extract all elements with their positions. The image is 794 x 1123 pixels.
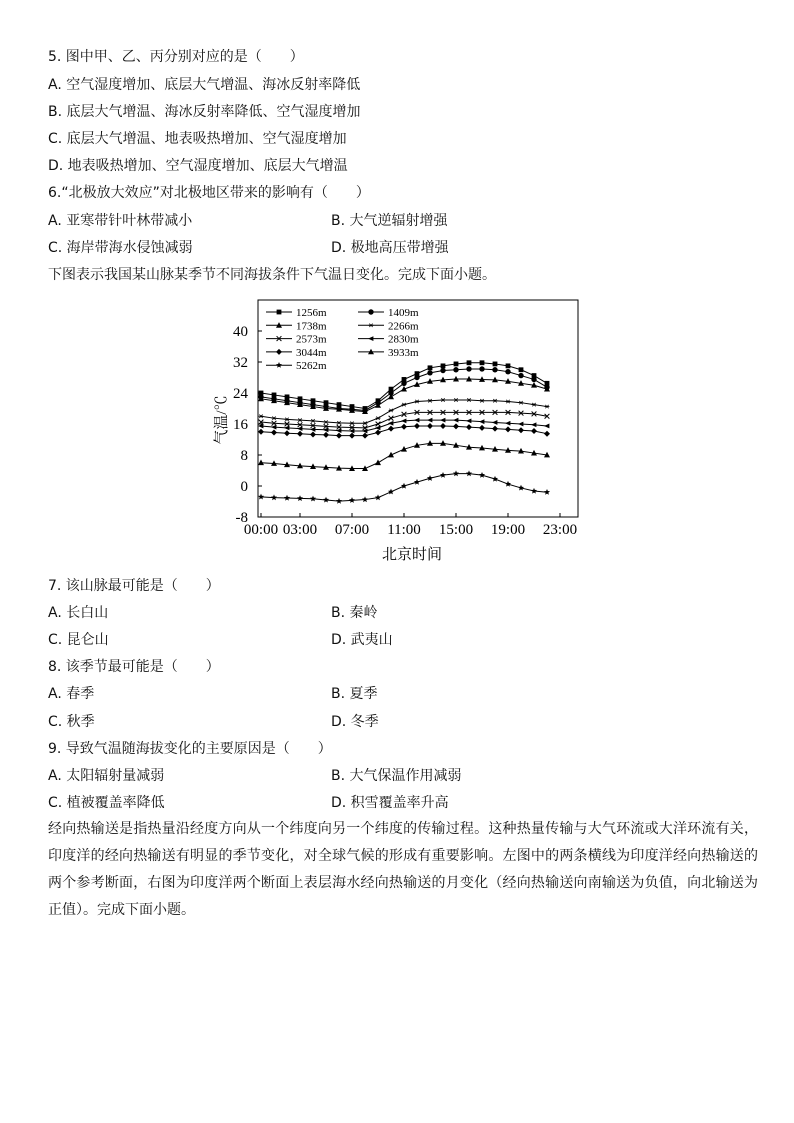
data-point <box>388 489 394 495</box>
data-point <box>466 419 471 424</box>
data-point <box>519 401 524 404</box>
q7-option-c: C. 昆仑山 <box>48 632 109 648</box>
x-axis-label: 北京时间 <box>381 545 443 563</box>
legend-marker <box>276 362 282 368</box>
data-point <box>362 433 368 439</box>
data-point <box>518 485 524 491</box>
legend-marker <box>368 309 373 314</box>
legend-item <box>266 320 327 332</box>
data-point <box>258 494 264 500</box>
data-point <box>506 363 511 368</box>
q9-option-b: B. 大气保温作用减弱 <box>331 768 462 784</box>
data-point <box>518 427 524 433</box>
data-point <box>441 398 446 401</box>
y-tick-label: 40 <box>233 324 248 340</box>
q8-option-a: A. 春季 <box>48 686 95 702</box>
data-point <box>298 418 303 421</box>
data-point <box>427 423 433 429</box>
data-point <box>453 423 459 429</box>
data-point <box>479 419 484 424</box>
data-point <box>297 495 303 501</box>
x-tick-label: 15:00 <box>438 522 474 538</box>
data-point <box>414 479 420 485</box>
q9-option-c: C. 植被覆盖率降低 <box>48 795 165 811</box>
data-point <box>440 418 445 423</box>
data-point <box>350 422 355 425</box>
data-point <box>414 423 420 429</box>
q5-stem: 5. 图中甲、乙、丙分别对应的是（ ） <box>48 49 304 65</box>
legend-item <box>358 334 419 346</box>
data-point <box>336 498 342 504</box>
data-point <box>375 460 381 466</box>
legend-item <box>266 360 327 372</box>
x-tick-label: 00:00 <box>243 522 279 538</box>
data-point <box>362 429 367 434</box>
data-point <box>479 425 485 431</box>
x-tick-label: 23:00 <box>542 522 578 538</box>
legend-label: 2573m <box>296 333 327 346</box>
data-point <box>324 420 329 423</box>
x-tick-label: 07:00 <box>334 522 370 538</box>
data-point <box>311 419 316 422</box>
q7-option-a: A. 长白山 <box>48 605 109 621</box>
q6-option-c: C. 海岸带海水侵蚀减弱 <box>48 240 193 256</box>
q7-option-d: D. 武夷山 <box>331 632 393 648</box>
legend-label: 2830m <box>388 333 419 346</box>
data-point <box>402 403 407 406</box>
data-point <box>310 431 316 437</box>
data-point <box>258 429 264 435</box>
data-point <box>532 403 537 406</box>
data-point <box>453 367 458 372</box>
data-point <box>323 432 329 438</box>
q7-stem: 7. 该山脉最可能是（ ） <box>48 578 220 594</box>
data-point <box>272 417 277 420</box>
data-point <box>453 418 458 423</box>
data-point <box>493 399 498 402</box>
data-point <box>401 424 407 430</box>
data-point <box>349 433 355 439</box>
data-point <box>427 370 432 375</box>
data-point <box>518 422 523 427</box>
y-tick-label: 8 <box>240 448 248 464</box>
data-point <box>492 426 498 432</box>
y-axis-label: 气温/℃ <box>214 395 230 445</box>
data-point <box>492 367 497 372</box>
series-3933m <box>258 440 550 471</box>
y-tick-label: 16 <box>233 417 248 433</box>
data-point <box>480 399 485 402</box>
data-point <box>492 476 498 482</box>
q5-option-c: C. 底层大气增温、地表吸热增加、空气湿度增加 <box>48 131 347 147</box>
data-point <box>389 409 394 412</box>
data-point <box>336 433 342 439</box>
x-tick-label: 19:00 <box>490 522 526 538</box>
q9-stem: 9. 导致气温随海拔变化的主要原因是（ ） <box>48 741 332 757</box>
data-point <box>544 431 550 437</box>
data-point <box>401 381 406 386</box>
data-point <box>414 418 419 423</box>
q8-option-b: B. 夏季 <box>331 686 378 702</box>
legend-marker <box>277 310 282 315</box>
data-point <box>479 472 485 478</box>
data-point <box>310 496 316 502</box>
legend-label: 1738m <box>296 320 327 333</box>
data-point <box>375 430 381 436</box>
series-5262m <box>258 470 550 503</box>
data-point <box>401 483 407 489</box>
data-point <box>388 421 393 426</box>
data-point <box>467 398 472 401</box>
data-point <box>440 472 446 478</box>
legend-marker <box>368 336 373 341</box>
legend-item <box>358 347 419 359</box>
data-point <box>415 400 420 403</box>
data-point <box>363 422 368 425</box>
data-point <box>479 366 484 371</box>
data-point <box>492 420 497 425</box>
q6-option-b: B. 大气逆辐射增强 <box>331 213 448 229</box>
data-point <box>362 496 368 502</box>
data-point <box>337 421 342 424</box>
x-tick-label: 11:00 <box>387 522 421 538</box>
q5-option-b: B. 底层大气增温、海冰反射率降低、空气湿度增加 <box>48 104 361 120</box>
data-point <box>323 497 329 503</box>
data-point <box>259 415 264 418</box>
data-point <box>531 422 536 427</box>
legend-label: 2266m <box>388 320 419 333</box>
data-point <box>531 377 536 382</box>
data-point <box>480 360 485 365</box>
legend-marker <box>369 324 374 327</box>
data-point <box>518 373 523 378</box>
data-point <box>428 365 433 370</box>
q8-stem: 8. 该季节最可能是（ ） <box>48 659 220 675</box>
data-point <box>414 375 419 380</box>
data-point <box>466 470 472 476</box>
q6-option-a: A. 亚寒带针叶林带减小 <box>48 213 193 229</box>
legend-item <box>266 307 327 319</box>
legend-label: 1409m <box>388 307 419 319</box>
temperature-chart <box>208 295 588 571</box>
q5-option-a: A. 空气湿度增加、底层大气增温、海冰反射率降低 <box>48 77 361 93</box>
data-point <box>427 475 433 481</box>
data-point <box>284 495 290 501</box>
q6-stem: 6.“北极放大效应”对北极地区带来的影响有（ ） <box>48 185 370 201</box>
data-point <box>467 360 472 365</box>
data-point <box>441 363 446 368</box>
q7-option-b: B. 秦岭 <box>331 605 378 621</box>
data-point <box>545 405 550 408</box>
legend-marker <box>276 349 282 355</box>
data-point <box>440 423 446 429</box>
data-point <box>505 481 511 487</box>
data-point <box>505 421 510 426</box>
q9-option-a: A. 太阳辐射量减弱 <box>48 768 165 784</box>
legend-label: 1256m <box>296 307 327 319</box>
data-point <box>401 419 406 424</box>
data-point <box>544 489 550 495</box>
data-point <box>466 424 472 430</box>
q9-option-d: D. 积雪覆盖率升高 <box>331 795 449 811</box>
data-point <box>454 362 459 367</box>
x-tick-label: 03:00 <box>282 522 318 538</box>
data-point <box>284 430 290 436</box>
y-tick-label: 32 <box>233 355 248 371</box>
data-point <box>453 470 459 476</box>
plot-frame <box>258 300 578 517</box>
data-point <box>505 426 511 432</box>
data-point <box>297 431 303 437</box>
data-point <box>531 428 537 434</box>
data-point <box>544 424 549 429</box>
data-point <box>454 398 459 401</box>
legend-item <box>266 334 327 346</box>
data-point <box>285 418 290 421</box>
data-point <box>376 417 381 420</box>
legend-label: 5262m <box>296 360 327 373</box>
y-tick-label: 24 <box>233 386 248 402</box>
data-point <box>271 494 277 500</box>
q8-option-c: C. 秋季 <box>48 714 95 730</box>
q5-option-d: D. 地表吸热增加、空气湿度增加、底层大气增温 <box>48 158 348 174</box>
data-point <box>506 400 511 403</box>
y-tick-label: -8 <box>235 510 248 526</box>
data-point <box>271 430 277 436</box>
data-point <box>466 366 471 371</box>
y-tick-label: 0 <box>240 479 248 495</box>
legend-item <box>266 347 327 359</box>
intro-heat-transport: 经向热输送是指热量沿经度方向从一个纬度向另一个纬度的传输过程。这种热量传输与大气环流或大洋环流有关，印度洋的经向热输送有明显的季节变化，对全球气候的形成有重要影响。左图中的两条横线为印度洋经向热输送的两个参考断面，右图为印度洋两个断面上表层海水经向热输送的月变化（经向热输送向南输送为负值，向北输送为正值）。完成下面小题。 <box>48 821 758 918</box>
intro-chart: 下图表示我国某山脉某季节不同海拔条件下气温日变化。完成下面小题。 <box>48 267 496 283</box>
q8-option-d: D. 冬季 <box>331 714 379 730</box>
data-point <box>428 399 433 402</box>
data-point <box>427 418 432 423</box>
data-point <box>440 368 445 373</box>
data-point <box>505 369 510 374</box>
data-point <box>349 497 355 503</box>
legend-item <box>358 307 419 319</box>
data-point <box>519 367 524 372</box>
legend-label: 3933m <box>388 346 419 359</box>
data-point <box>258 460 264 466</box>
data-point <box>493 362 498 367</box>
legend-item <box>358 320 419 332</box>
data-point <box>388 426 394 432</box>
data-point <box>531 488 537 494</box>
legend-label: 3044m <box>296 346 327 359</box>
data-point <box>375 494 381 500</box>
q6-option-d: D. 极地高压带增强 <box>331 240 449 256</box>
